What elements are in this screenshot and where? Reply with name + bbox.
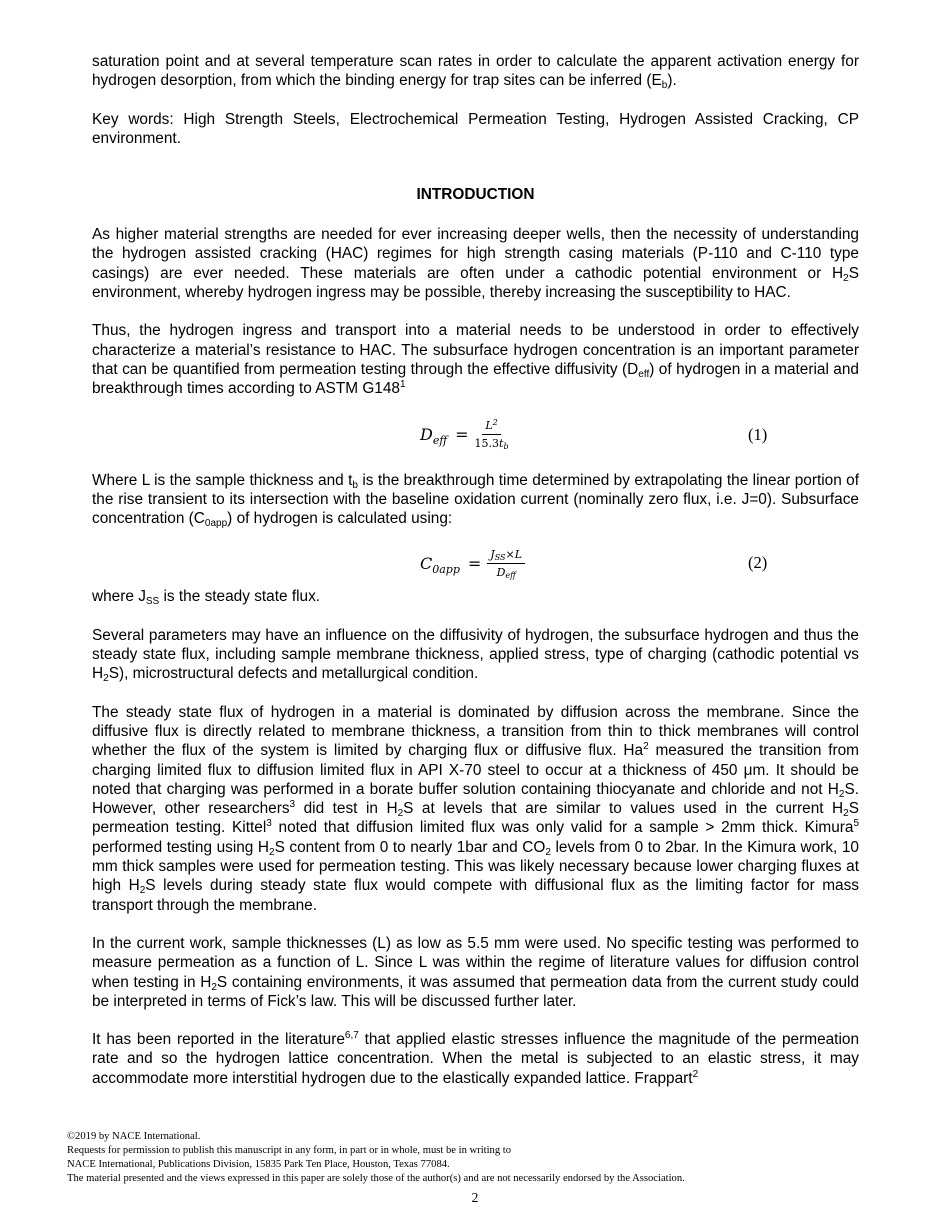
text-run: where J: [92, 588, 146, 606]
subscript: 2: [843, 272, 849, 284]
eq-sub: eff: [432, 434, 448, 448]
text-run: is the steady state flux.: [159, 588, 321, 606]
citation-superscript: 6,7: [344, 1030, 359, 1042]
paragraph-intro-8: [92, 1030, 859, 1088]
eq-var: L: [514, 547, 523, 561]
eq-sub: 0app: [432, 562, 460, 576]
text-run: ).: [667, 72, 677, 90]
text-run: It has been reported in the literature: [92, 1031, 345, 1049]
text-run: measured the transition from charging limited flux to diffusion limited flux in API X-70 steel to occur at a thickness of 450 μm. It should be noted that charging was performed in a borate buffer solution containing thiocyanate and chloride and not H: [92, 742, 859, 798]
copyright-footer: [67, 1130, 897, 1186]
text-run: S. However, other researchers: [92, 780, 859, 818]
text-run: Several parameters may have an influence on the diffusivity of hydrogen, the subsurface hydrogen and thus the steady state flux, including sample membrane thickness, applied stress, type of charging (cathodic potential vs H: [92, 626, 859, 683]
text-run: is the breakthrough time determined by extrapolating the linear portion of the rise transient to its intersection with the baseline oxidation current (nominally zero flux, i.e. J=0). Subsurface concentration (C: [92, 471, 859, 528]
eq-sub: b: [503, 442, 509, 452]
footer-line: ©2019 by NACE International.: [67, 1131, 201, 1142]
subscript: 2: [269, 846, 275, 858]
citation-superscript: 2: [643, 741, 649, 753]
subscript: eff: [638, 368, 650, 380]
equation-1-fraction: [475, 419, 509, 450]
equation-number-1: (1): [748, 424, 768, 444]
eq-sup: 2: [492, 418, 498, 428]
paragraph-intro-1: [92, 225, 859, 302]
subscript: 2: [545, 846, 551, 858]
footer-line: Requests for permission to publish this manuscript in any form, in part or in whole, must be in writing to: [67, 1145, 512, 1156]
subscript: 2: [838, 788, 845, 800]
eq-var: C: [420, 553, 433, 573]
citation-superscript: 3: [266, 818, 272, 830]
equals-sign: =: [455, 425, 469, 445]
numerator: [487, 548, 525, 564]
citation-superscript: 1: [399, 379, 406, 391]
paragraph-continuation: [92, 52, 859, 91]
eq-op: ×: [505, 547, 515, 561]
eq-var: t: [499, 437, 504, 451]
paragraph-intro-5: [92, 626, 859, 684]
keywords: Key words: High Strength Steels, Electrochemical Permeation Testing, Hydrogen Assisted Cracking, CP environment.: [92, 110, 859, 147]
subscript: 2: [139, 885, 146, 897]
text-run: Thus, the hydrogen ingress and transport into a material needs to be understood in order to effectively characterize a material’s resistance to HAC. The subsurface hydrogen concentration is an important parameter that can be quantified from permeation testing through the effective diffusivity (D: [92, 322, 859, 378]
paragraph-intro-2: [92, 321, 859, 398]
section-heading-introduction: INTRODUCTION: [416, 186, 535, 204]
equation-2: [92, 543, 859, 587]
text-run: that applied elastic stresses influence the magnitude of the permeation rate and so the hydrogen lattice concentration. When the metal is subjected to an elastic stress, it may accommodate more interstitial hydrogen due to the elastically expanded lattice. Frappart: [92, 1031, 859, 1087]
subscript: b: [661, 80, 668, 92]
text-run: ) of hydrogen is calculated using:: [227, 510, 453, 528]
eq-var: J: [490, 547, 495, 561]
citation-superscript: 3: [289, 799, 296, 811]
equation-number-2: (2): [748, 553, 768, 573]
eq-sub: SS: [494, 552, 506, 562]
text-run: did test in H: [295, 800, 398, 818]
paragraph-intro-3: [92, 471, 859, 529]
denominator: [497, 564, 516, 579]
paragraph-intro-4: [92, 587, 859, 606]
text-run: S permeation testing. Kittel: [92, 800, 859, 837]
eq-num: 15.3: [474, 437, 500, 451]
text-run: Where L is the sample thickness and t: [92, 471, 353, 489]
equation-2-fraction: [487, 548, 525, 579]
subscript: 2: [103, 673, 109, 685]
equals-sign: =: [467, 553, 482, 573]
page-number: 2: [471, 1190, 479, 1205]
denominator: [475, 435, 509, 450]
footer-line: The material presented and the views expressed in this paper are solely those of the author(s) and are not necessarily endorsed by the Association.: [67, 1173, 685, 1184]
equation-2-lhs: [420, 553, 460, 576]
eq-var: L: [485, 419, 493, 433]
subscript: 0app: [204, 518, 228, 530]
text-run: S at levels that are similar to values used in the current H: [403, 800, 844, 818]
text-run: S containing environments, it was assumed that permeation data from the current study could be interpreted in terms of Fick’s law. This will be discussed further later.: [92, 973, 860, 1010]
text-run: levels from 0 to 2bar. In the Kimura work, 10 mm thick samples were used for permeation testing. This was likely necessary because lower charging fluxes at high H: [92, 838, 859, 895]
text-run: noted that diffusion limited flux was only valid for a sample > 2mm thick. Kimura: [271, 819, 854, 837]
eq-sub: eff: [505, 570, 516, 580]
citation-superscript: 2: [692, 1068, 699, 1080]
paragraph-intro-7: [92, 934, 859, 1011]
eq-var: D: [420, 425, 433, 445]
page-body: [92, 52, 859, 1107]
equation-1-lhs: [420, 425, 448, 448]
text-run: The steady state flux of hydrogen in a material is dominated by diffusion across the membrane. Since the diffusive flux is directly related to membrane thickness, a transition from thin to thick membranes will control whether the flux of the system is limited by charging flux or diffusive flux. Ha: [92, 703, 859, 760]
text-run: As higher material strengths are needed for ever increasing deeper wells, then the necessity of understanding the hydrogen assisted cracking (HAC) regimes for high strength casing materials (P-110 and C-110 type casings) are ever needed. These materials are often under a cathodic potential environment or H: [92, 226, 859, 282]
text-run: S), microstructural defects and metallurgical condition.: [108, 665, 479, 683]
equation-1: [92, 415, 859, 459]
text-run: performed testing using H: [92, 838, 270, 856]
subscript: SS: [145, 596, 160, 608]
subscript: 2: [211, 981, 217, 993]
subscript: b: [352, 479, 358, 491]
numerator: [482, 419, 500, 435]
text-run: In the current work, sample thicknesses (L) as low as 5.5 mm were used. No specific testing was performed to measure permeation as a function of L. Since L was within the regime of literature values for diffusion control when testing in H: [92, 934, 859, 991]
subscript: 2: [397, 808, 404, 820]
text-run: S content from 0 to nearly 1bar and CO: [274, 838, 546, 856]
paragraph-intro-6: [92, 703, 859, 915]
text-run: S levels during steady state flux would compete with diffusional flux as the limiting factor for mass transport through the membrane.: [92, 877, 859, 914]
text-run: ) of hydrogen in a material and breakthrough times according to ASTM G148: [92, 360, 859, 398]
eq-var: D: [496, 565, 506, 579]
text-run: S environment, whereby hydrogen ingress may be possible, thereby increasing the susceptibility to HAC.: [92, 264, 859, 302]
text-run: saturation point and at several temperature scan rates in order to calculate the apparent activation energy for hydrogen desorption, from which the binding energy for trap sites can be inferred (E: [92, 53, 859, 90]
footer-line: NACE International, Publications Division, 15835 Park Ten Place, Houston, Texas 77084.: [67, 1159, 450, 1170]
subscript: 2: [843, 808, 849, 820]
citation-superscript: 5: [853, 818, 859, 830]
